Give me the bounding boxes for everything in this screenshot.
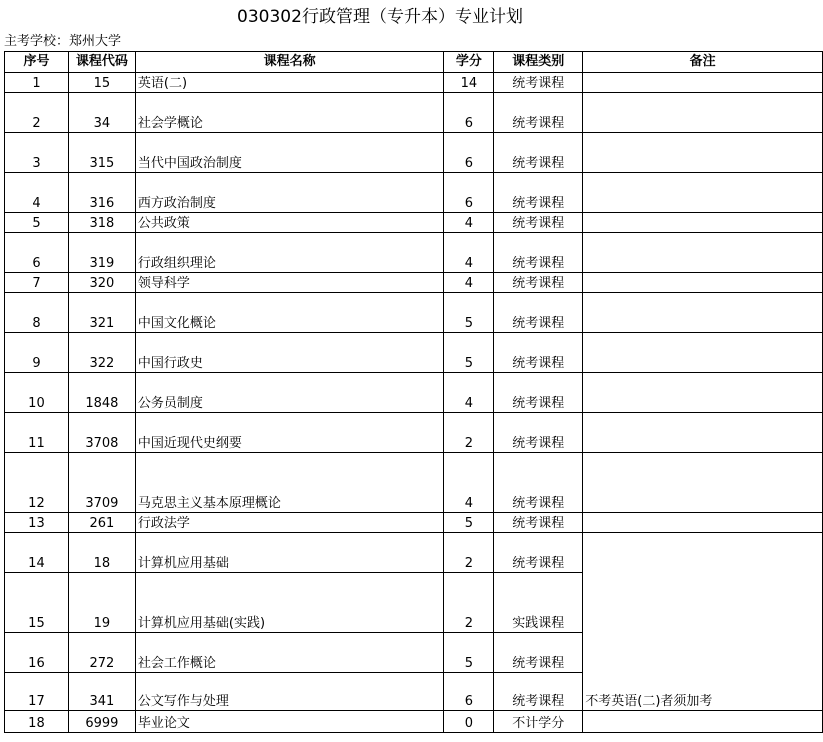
table-row bbox=[5, 573, 823, 633]
course-name: 公共政策 bbox=[135, 213, 444, 233]
course-type: 统考课程 bbox=[494, 333, 583, 373]
course-type: 统考课程 bbox=[494, 73, 583, 93]
course-note bbox=[583, 453, 823, 513]
course-note bbox=[583, 513, 823, 533]
course-name: 公务员制度 bbox=[135, 373, 444, 413]
course-name: 行政法学 bbox=[135, 513, 444, 533]
course-type: 统考课程 bbox=[494, 413, 583, 453]
course-type: 统考课程 bbox=[494, 93, 583, 133]
course-note bbox=[583, 333, 823, 373]
course-credit: 4 bbox=[444, 453, 494, 513]
course-code: 322 bbox=[68, 333, 135, 373]
course-name: 中国行政史 bbox=[135, 333, 444, 373]
course-code: 320 bbox=[68, 273, 135, 293]
course-credit: 6 bbox=[444, 173, 494, 213]
header-no: 序号 bbox=[5, 52, 69, 73]
course-note bbox=[583, 273, 823, 293]
row-number: 4 bbox=[5, 173, 69, 213]
course-type: 不计学分 bbox=[494, 711, 583, 733]
table-row bbox=[5, 633, 823, 673]
course-type: 统考课程 bbox=[494, 273, 583, 293]
course-note bbox=[583, 711, 823, 733]
course-code: 34 bbox=[68, 93, 135, 133]
row-number: 3 bbox=[5, 133, 69, 173]
table-row bbox=[5, 73, 823, 93]
course-type: 统考课程 bbox=[494, 533, 583, 573]
table-row bbox=[5, 233, 823, 273]
course-credit: 5 bbox=[444, 293, 494, 333]
course-name: 计算机应用基础 bbox=[135, 533, 444, 573]
course-code: 3709 bbox=[68, 453, 135, 513]
course-type: 统考课程 bbox=[494, 133, 583, 173]
table-row bbox=[5, 93, 823, 133]
course-name: 领导科学 bbox=[135, 273, 444, 293]
course-type: 统考课程 bbox=[494, 633, 583, 673]
table-row bbox=[5, 373, 823, 413]
header-credit: 学分 bbox=[444, 52, 494, 73]
course-note bbox=[583, 213, 823, 233]
course-note bbox=[583, 293, 823, 333]
course-name: 马克思主义基本原理概论 bbox=[135, 453, 444, 513]
course-code: 15 bbox=[68, 73, 135, 93]
row-number: 15 bbox=[5, 573, 69, 633]
row-number: 5 bbox=[5, 213, 69, 233]
course-plan-table bbox=[4, 51, 823, 733]
course-name: 毕业论文 bbox=[135, 711, 444, 733]
course-note: 不考英语(二)者须加考 bbox=[583, 673, 823, 711]
course-credit: 14 bbox=[444, 73, 494, 93]
course-credit: 4 bbox=[444, 273, 494, 293]
course-credit: 5 bbox=[444, 333, 494, 373]
course-code: 319 bbox=[68, 233, 135, 273]
row-number: 12 bbox=[5, 453, 69, 513]
table-row bbox=[5, 273, 823, 293]
table-row bbox=[5, 453, 823, 513]
course-name: 中国近现代史纲要 bbox=[135, 413, 444, 453]
row-number: 9 bbox=[5, 333, 69, 373]
course-note bbox=[583, 73, 823, 93]
course-type: 统考课程 bbox=[494, 673, 583, 711]
course-note bbox=[583, 633, 823, 673]
course-name: 当代中国政治制度 bbox=[135, 133, 444, 173]
course-credit: 4 bbox=[444, 373, 494, 413]
header-code: 课程代码 bbox=[68, 52, 135, 73]
course-name: 英语(二) bbox=[135, 73, 444, 93]
course-note bbox=[583, 133, 823, 173]
course-name: 社会学概论 bbox=[135, 93, 444, 133]
course-code: 1848 bbox=[68, 373, 135, 413]
course-credit: 6 bbox=[444, 93, 494, 133]
table-row bbox=[5, 533, 823, 573]
table-row bbox=[5, 513, 823, 533]
course-name: 西方政治制度 bbox=[135, 173, 444, 213]
row-number: 2 bbox=[5, 93, 69, 133]
page-title: 030302行政管理（专升本）专业计划 bbox=[237, 7, 523, 27]
course-note bbox=[583, 93, 823, 133]
course-credit: 5 bbox=[444, 633, 494, 673]
course-code: 316 bbox=[68, 173, 135, 213]
course-type: 统考课程 bbox=[494, 293, 583, 333]
course-code: 318 bbox=[68, 213, 135, 233]
row-number: 14 bbox=[5, 533, 69, 573]
course-note bbox=[583, 173, 823, 213]
header-name: 课程名称 bbox=[135, 52, 444, 73]
row-number: 1 bbox=[5, 73, 69, 93]
row-number: 7 bbox=[5, 273, 69, 293]
course-code: 261 bbox=[68, 513, 135, 533]
course-note bbox=[583, 233, 823, 273]
row-number: 8 bbox=[5, 293, 69, 333]
course-credit: 4 bbox=[444, 233, 494, 273]
table-row bbox=[5, 293, 823, 333]
course-name: 社会工作概论 bbox=[135, 633, 444, 673]
table-row bbox=[5, 413, 823, 453]
course-code: 315 bbox=[68, 133, 135, 173]
course-type: 实践课程 bbox=[494, 573, 583, 633]
course-code: 18 bbox=[68, 533, 135, 573]
table-row bbox=[5, 213, 823, 233]
course-code: 6999 bbox=[68, 711, 135, 733]
course-code: 3708 bbox=[68, 413, 135, 453]
row-number: 16 bbox=[5, 633, 69, 673]
header-type: 课程类别 bbox=[494, 52, 583, 73]
course-credit: 2 bbox=[444, 533, 494, 573]
row-number: 11 bbox=[5, 413, 69, 453]
header-note: 备注 bbox=[583, 52, 823, 73]
table-row bbox=[5, 711, 823, 733]
course-type: 统考课程 bbox=[494, 213, 583, 233]
course-note bbox=[583, 573, 823, 633]
course-name: 中国文化概论 bbox=[135, 293, 444, 333]
course-credit: 6 bbox=[444, 673, 494, 711]
course-code: 321 bbox=[68, 293, 135, 333]
course-code: 341 bbox=[68, 673, 135, 711]
row-number: 13 bbox=[5, 513, 69, 533]
course-name: 计算机应用基础(实践) bbox=[135, 573, 444, 633]
row-number: 10 bbox=[5, 373, 69, 413]
table-row bbox=[5, 673, 823, 711]
row-number: 17 bbox=[5, 673, 69, 711]
course-code: 272 bbox=[68, 633, 135, 673]
course-credit: 2 bbox=[444, 413, 494, 453]
course-type: 统考课程 bbox=[494, 233, 583, 273]
course-type: 统考课程 bbox=[494, 373, 583, 413]
course-credit: 2 bbox=[444, 573, 494, 633]
course-name: 公文写作与处理 bbox=[135, 673, 444, 711]
course-credit: 5 bbox=[444, 513, 494, 533]
course-credit: 6 bbox=[444, 133, 494, 173]
course-credit: 4 bbox=[444, 213, 494, 233]
course-type: 统考课程 bbox=[494, 453, 583, 513]
school-label: 主考学校：郑州大学 bbox=[4, 34, 122, 49]
course-name: 行政组织理论 bbox=[135, 233, 444, 273]
course-type: 统考课程 bbox=[494, 513, 583, 533]
table-header-row bbox=[5, 52, 823, 73]
course-credit: 0 bbox=[444, 711, 494, 733]
course-note bbox=[583, 533, 823, 573]
course-note bbox=[583, 413, 823, 453]
table-row bbox=[5, 333, 823, 373]
row-number: 18 bbox=[5, 711, 69, 733]
course-code: 19 bbox=[68, 573, 135, 633]
course-note bbox=[583, 373, 823, 413]
table-row bbox=[5, 173, 823, 213]
row-number: 6 bbox=[5, 233, 69, 273]
course-type: 统考课程 bbox=[494, 173, 583, 213]
table-row bbox=[5, 133, 823, 173]
